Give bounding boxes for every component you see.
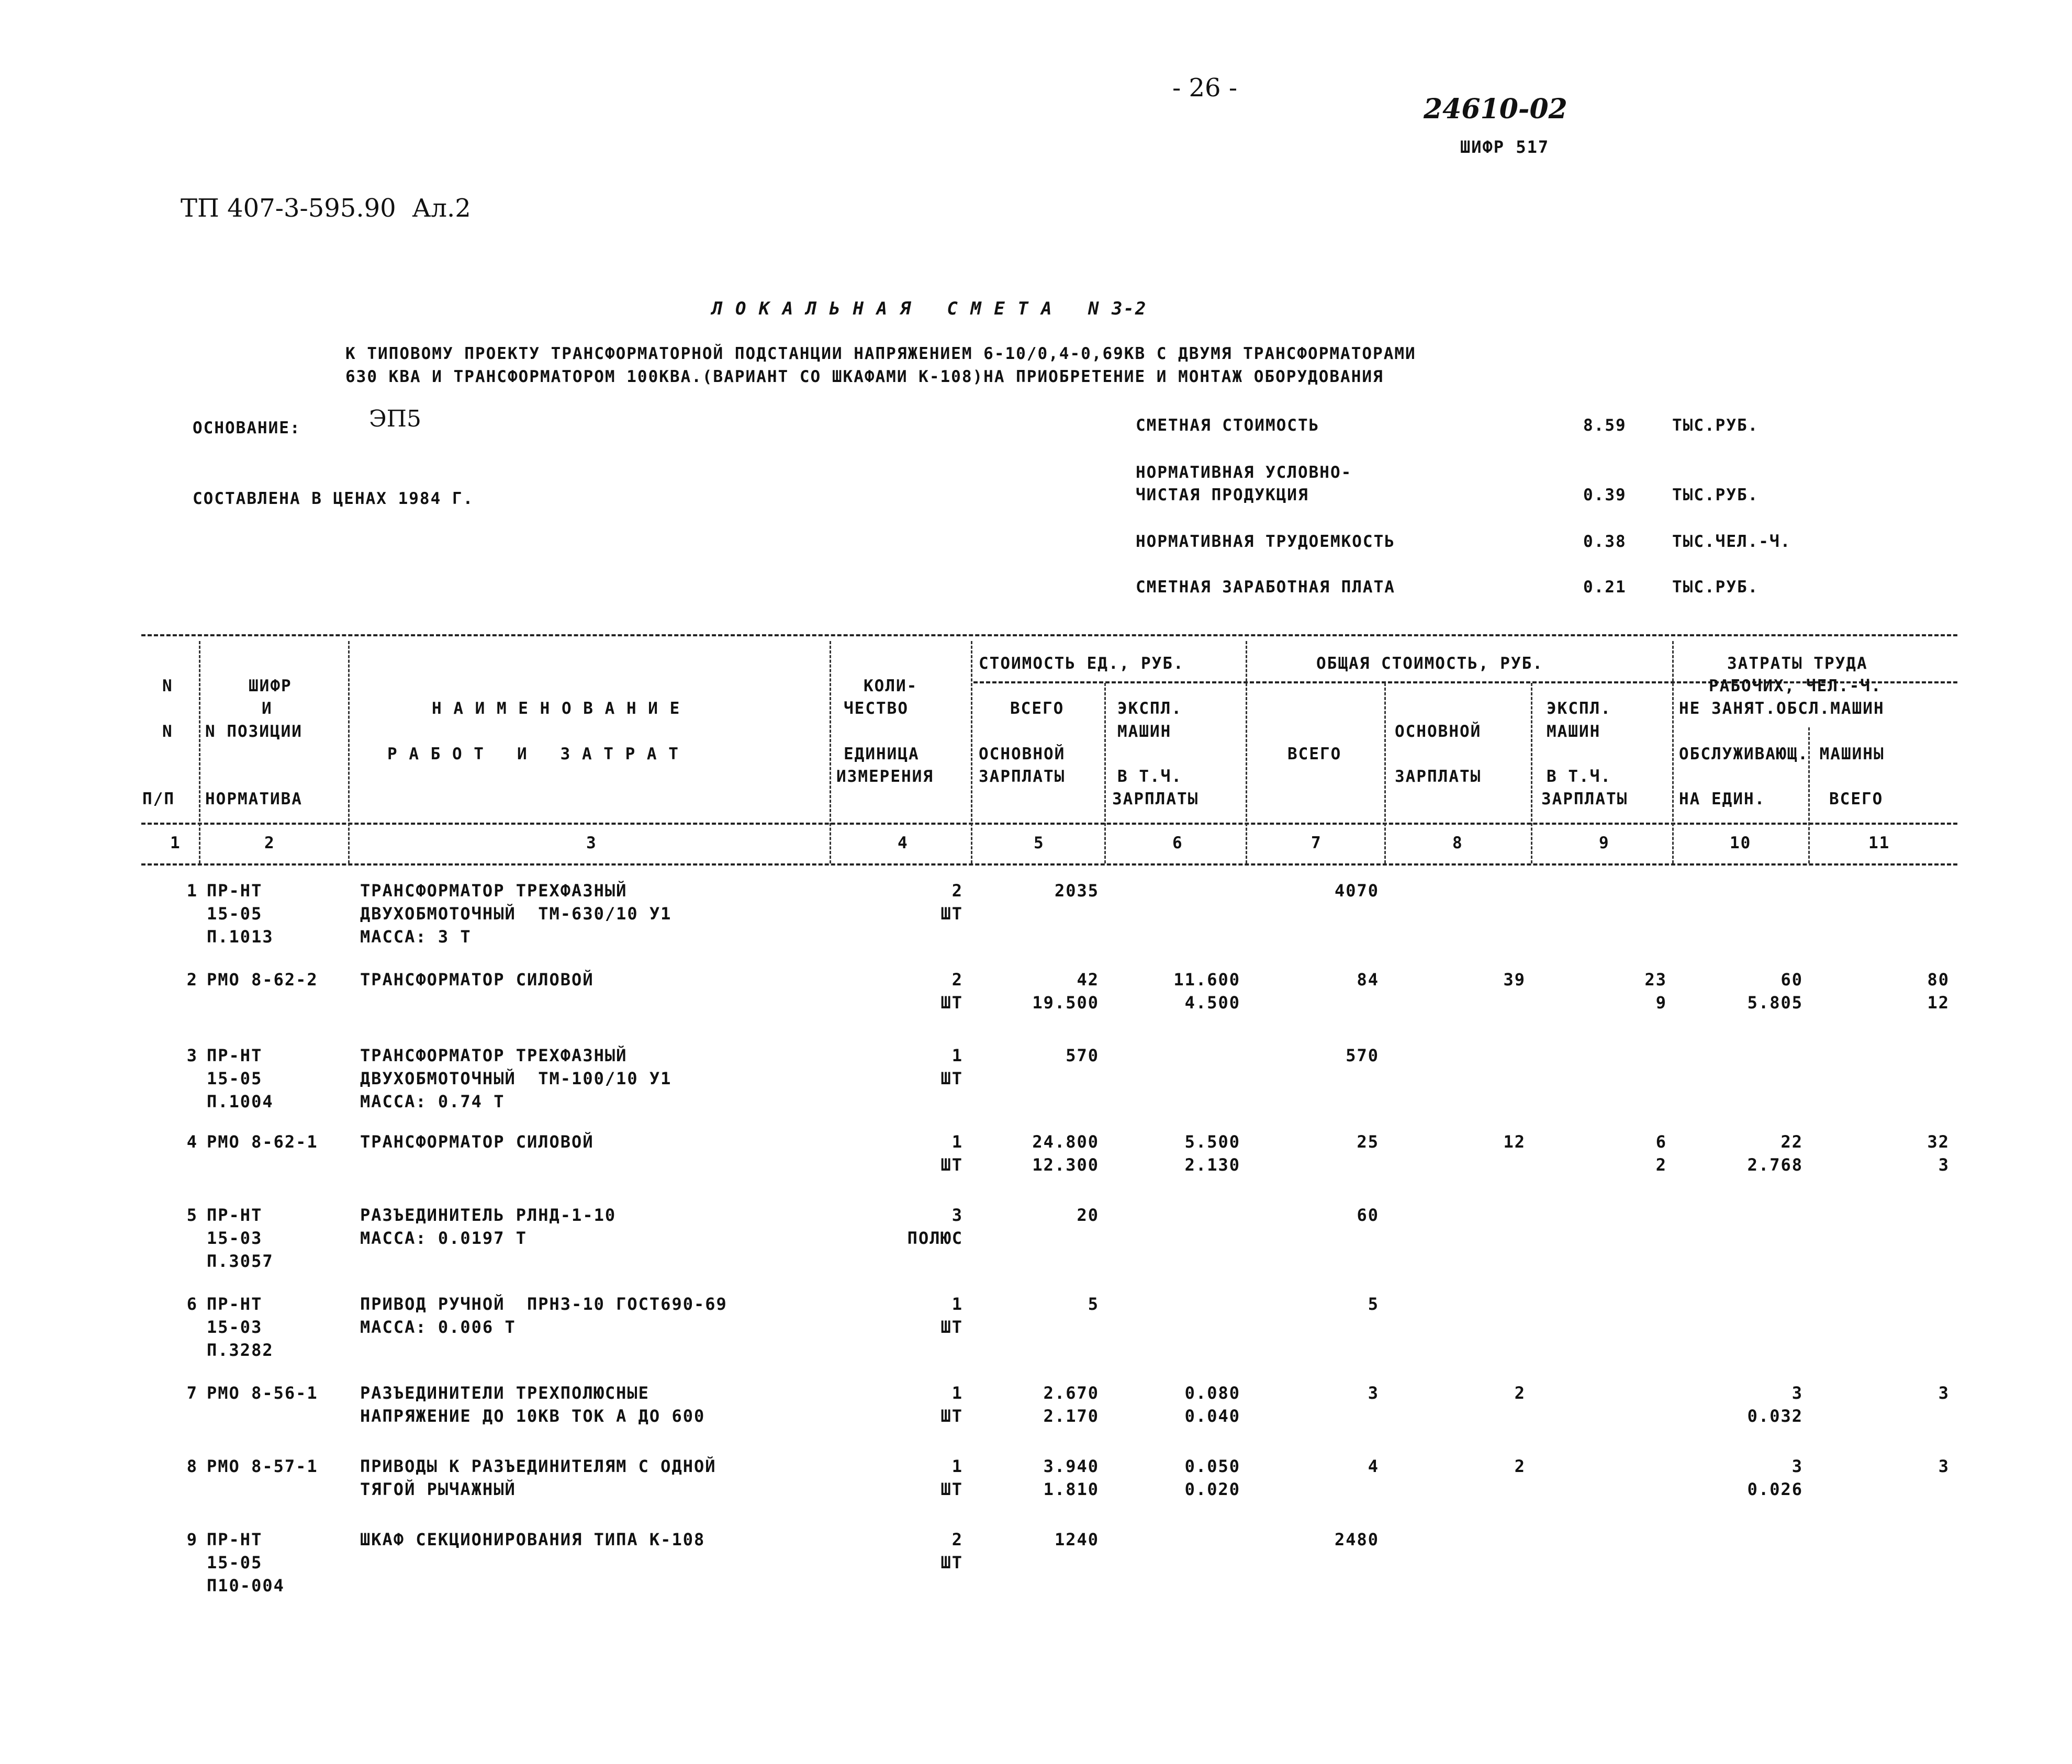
row-unit-total: 1240 — [1054, 1530, 1099, 1549]
row-name: ТЯГОЙ РЫЧАЖНЫЙ — [360, 1479, 516, 1499]
row-total: 84 — [1357, 970, 1379, 990]
prices-year: СОСТАВЛЕНА В ЦЕНАХ 1984 Г. — [193, 489, 474, 508]
row-labor-unit: 3 — [1791, 1383, 1803, 1403]
row-labor-unit: 3 — [1791, 1456, 1803, 1476]
row-number: 3 — [186, 1046, 198, 1065]
row-code: ПР-НТ — [207, 881, 263, 901]
row-number: 1 — [186, 881, 198, 901]
row-code: 15-05 — [207, 1069, 263, 1088]
row-number: 6 — [186, 1294, 198, 1314]
row-name: ДВУХОБМОТОЧНЫЙ ТМ-630/10 У1 — [360, 904, 672, 924]
row-quantity: 1 — [951, 1456, 963, 1476]
row-labor-total: 80 — [1927, 970, 1950, 990]
hdr-c2-b: И — [262, 699, 273, 718]
row-unit: ШТ — [940, 1069, 963, 1088]
row-name: ПРИВОД РУЧНОЙ ПРНЗ-10 ГОСТ690-69 — [360, 1294, 727, 1314]
row-unit: ПОЛЮС — [907, 1228, 963, 1248]
summary-unit-product: ТЫС.РУБ. — [1672, 486, 1759, 504]
row-name: НАПРЯЖЕНИЕ ДО 10КВ ТОК А ДО 600 — [360, 1406, 705, 1426]
col-sep — [1104, 683, 1106, 863]
summary-value-labor: 0.38 — [1583, 532, 1627, 551]
row-name: ПРИВОДЫ К РАЗЪЕДИНИТЕЛЯМ С ОДНОЙ — [360, 1456, 716, 1476]
row-unit: ШТ — [940, 993, 963, 1013]
row-total: 4070 — [1334, 881, 1379, 901]
row-code: 15-05 — [207, 904, 263, 924]
row-labor-total-machine: 12 — [1927, 993, 1950, 1013]
row-number: 2 — [186, 970, 198, 990]
row-quantity: 1 — [951, 1383, 963, 1403]
row-unit-machine-wage: 0.020 — [1184, 1479, 1240, 1499]
row-total-wage: 2 — [1514, 1383, 1526, 1403]
hdr-c8-b: ЗАРПЛАТЫ — [1395, 767, 1482, 786]
row-code: 15-05 — [207, 1553, 263, 1572]
hdr-c6-d: ЗАРПЛАТЫ — [1112, 790, 1199, 808]
row-code: ПР-НТ — [207, 1530, 263, 1549]
colnum: 7 — [1311, 834, 1322, 852]
hdr-c3-b: Р А Б О Т И З А Т Р А Т — [387, 745, 679, 763]
col-sep — [348, 641, 350, 863]
hdr-c2-d: НОРМАТИВА — [205, 790, 303, 808]
row-code: ПР-НТ — [207, 1294, 263, 1314]
hdr-c2-a: ШИФР — [249, 677, 292, 695]
row-unit-machine-wage: 2.130 — [1184, 1155, 1240, 1175]
row-unit-machine: 0.080 — [1184, 1383, 1240, 1403]
row-name: ТРАНСФОРМАТОР ТРЕХФАЗНЫЙ — [360, 1046, 628, 1065]
row-unit-machine-wage: 0.040 — [1184, 1406, 1240, 1426]
colnum: 5 — [1034, 834, 1045, 852]
hdr-c6-c: В Т.Ч. — [1117, 767, 1182, 786]
hdr-c2-c: N ПОЗИЦИИ — [205, 722, 303, 741]
summary-unit-wage: ТЫС.РУБ. — [1672, 578, 1759, 597]
colnum: 6 — [1172, 834, 1183, 852]
summary-label-product-2: ЧИСТАЯ ПРОДУКЦИЯ — [1136, 486, 1309, 504]
col-sep — [1246, 641, 1247, 863]
row-unit-total: 2.670 — [1043, 1383, 1099, 1403]
row-unit-total: 5 — [1088, 1294, 1099, 1314]
basis-label: ОСНОВАНИЕ: — [193, 419, 301, 437]
hdr-c9-a: ЭКСПЛ. — [1547, 699, 1611, 718]
row-labor-unit-machine: 0.032 — [1747, 1406, 1803, 1426]
hdr-c4-c: ЕДИНИЦА — [844, 745, 920, 763]
row-total-wage: 12 — [1503, 1132, 1526, 1152]
row-unit-machine-wage: 4.500 — [1184, 993, 1240, 1013]
hdr-c5-a: ВСЕГО — [1010, 699, 1065, 718]
row-labor-unit-machine: 5.805 — [1747, 993, 1803, 1013]
row-unit-total: 2035 — [1054, 881, 1099, 901]
row-code: П10-004 — [207, 1576, 285, 1596]
col-sep — [1531, 683, 1532, 863]
row-name: РАЗЪЕДИНИТЕЛЬ РЛНД-1-10 — [360, 1205, 617, 1225]
row-quantity: 2 — [951, 881, 963, 901]
table-top-rule — [141, 634, 1957, 636]
summary-value-wage: 0.21 — [1583, 578, 1627, 597]
row-unit-total: 3.940 — [1043, 1456, 1099, 1476]
row-unit: ШТ — [940, 1406, 963, 1426]
row-number: 5 — [186, 1205, 198, 1225]
row-unit: ШТ — [940, 1155, 963, 1175]
hdr-c9-b: МАШИН — [1547, 722, 1601, 741]
row-total-wage: 39 — [1503, 970, 1526, 990]
row-code: П.1004 — [207, 1092, 274, 1111]
row-unit-total: 42 — [1077, 970, 1099, 990]
hdr-c10: НА ЕДИН. — [1679, 790, 1766, 808]
row-code: РМО 8-62-1 — [207, 1132, 318, 1152]
row-name: ТРАНСФОРМАТОР СИЛОВОЙ — [360, 970, 594, 990]
col-sep — [830, 641, 831, 863]
colnum: 11 — [1868, 834, 1890, 852]
hdr-labor-2: РАБОЧИХ, ЧЕЛ.-Ч. — [1709, 677, 1882, 695]
row-labor-total: 3 — [1938, 1383, 1950, 1403]
row-code: П.1013 — [207, 927, 274, 947]
hdr-c6-b: МАШИН — [1117, 722, 1172, 741]
colnum: 1 — [170, 834, 181, 852]
row-number: 8 — [186, 1456, 198, 1476]
row-code: РМО 8-57-1 — [207, 1456, 318, 1476]
row-quantity: 1 — [951, 1046, 963, 1065]
row-number: 4 — [186, 1132, 198, 1152]
summary-label-labor: НОРМАТИВНАЯ ТРУДОЕМКОСТЬ — [1136, 532, 1395, 551]
basis-value: ЭП5 — [369, 406, 422, 432]
row-labor-unit-machine: 0.026 — [1747, 1479, 1803, 1499]
row-name: ШКАФ СЕКЦИОНИРОВАНИЯ ТИПА К-108 — [360, 1530, 705, 1549]
row-quantity: 1 — [951, 1294, 963, 1314]
estimate-subtitle-line1: К ТИПОВОМУ ПРОЕКТУ ТРАНСФОРМАТОРНОЙ ПОДСТАНЦИИ НАПРЯЖЕНИЕМ 6-10/0,4-0,69КВ С ДВУМЯ ТРАНСФОРМАТОРАМИ — [345, 344, 1416, 363]
row-code: РМО 8-56-1 — [207, 1383, 318, 1403]
row-total: 4 — [1368, 1456, 1379, 1476]
colnum: 2 — [264, 834, 275, 852]
row-code: 15-03 — [207, 1317, 263, 1337]
hdr-c5-b: ОСНОВНОЙ — [979, 745, 1066, 763]
row-total: 5 — [1368, 1294, 1379, 1314]
hdr-labor: ЗАТРАТЫ ТРУДА — [1727, 654, 1868, 673]
row-total: 2480 — [1334, 1530, 1379, 1549]
row-total: 570 — [1346, 1046, 1379, 1065]
page-number: - 26 - — [1172, 73, 1238, 103]
row-code: РМО 8-62-2 — [207, 970, 318, 990]
row-total: 3 — [1368, 1383, 1379, 1403]
hdr-c6-a: ЭКСПЛ. — [1117, 699, 1182, 718]
col-sep — [971, 641, 972, 863]
row-total-wage: 2 — [1514, 1456, 1526, 1476]
row-total: 60 — [1357, 1205, 1379, 1225]
row-name: МАССА: 0.006 Т — [360, 1317, 516, 1337]
doc-number: 24610-02 — [1424, 93, 1567, 125]
row-labor-unit: 60 — [1780, 970, 1803, 990]
summary-label-wage: СМЕТНАЯ ЗАРАБОТНАЯ ПЛАТА — [1136, 578, 1395, 597]
row-name: МАССА: 3 Т — [360, 927, 472, 947]
row-unit-wage: 2.170 — [1043, 1406, 1099, 1426]
row-labor-total: 3 — [1938, 1456, 1950, 1476]
row-total-machine-wage: 2 — [1655, 1155, 1667, 1175]
row-name: МАССА: 0.0197 Т — [360, 1228, 527, 1248]
hdr-c8-a: ОСНОВНОЙ — [1395, 722, 1482, 741]
hdr-labor-4: ОБСЛУЖИВАЮЩ. МАШИНЫ — [1679, 745, 1885, 763]
colnum: 3 — [586, 834, 597, 852]
row-unit-machine: 5.500 — [1184, 1132, 1240, 1152]
hdr-c4-a: КОЛИ- — [864, 677, 918, 695]
row-unit-wage: 1.810 — [1043, 1479, 1099, 1499]
row-unit-wage: 19.500 — [1032, 993, 1099, 1013]
estimate-subtitle-line2: 630 КВА И ТРАНСФОРМАТОРОМ 100КВА.(ВАРИАНТ СО ШКАФАМИ К-108)НА ПРИОБРЕТЕНИЕ И МОНТАЖ ОБОРУДОВАНИЯ — [345, 367, 1384, 386]
hdr-total-cost: ОБЩАЯ СТОИМОСТЬ, РУБ. — [1316, 654, 1543, 673]
row-code: ПР-НТ — [207, 1205, 263, 1225]
cipher-label: ШИФР 517 — [1460, 137, 1550, 157]
row-name: ДВУХОБМОТОЧНЫЙ ТМ-100/10 У1 — [360, 1069, 672, 1088]
hdr-c9-d: ЗАРПЛАТЫ — [1541, 790, 1628, 808]
row-unit-total: 20 — [1077, 1205, 1099, 1225]
summary-value-cost: 8.59 — [1583, 416, 1627, 435]
row-labor-unit: 22 — [1780, 1132, 1803, 1152]
row-total-machine: 23 — [1644, 970, 1667, 990]
col-sep — [199, 641, 200, 863]
estimate-title: Л О К А Л Ь Н А Я С М Е Т А N 3-2 — [712, 298, 1147, 319]
row-total: 25 — [1357, 1132, 1379, 1152]
hdr-c11: ВСЕГО — [1829, 790, 1884, 808]
row-number: 9 — [186, 1530, 198, 1549]
row-unit-machine: 0.050 — [1184, 1456, 1240, 1476]
hdr-c1-a: N — [162, 677, 173, 695]
row-code: П.3057 — [207, 1251, 274, 1271]
tp-reference: ТП 407-3-595.90 Ал.2 — [181, 194, 471, 223]
row-labor-unit-machine: 2.768 — [1747, 1155, 1803, 1175]
row-total-machine-wage: 9 — [1655, 993, 1667, 1013]
row-total-machine: 6 — [1655, 1132, 1667, 1152]
hdr-c4-d: ИЗМЕРЕНИЯ — [836, 767, 934, 786]
summary-label-product: НОРМАТИВНАЯ УСЛОВНО- — [1136, 463, 1352, 482]
row-quantity: 3 — [951, 1205, 963, 1225]
row-code: 15-03 — [207, 1228, 263, 1248]
hdr-c7: ВСЕГО — [1287, 745, 1342, 763]
row-unit: ШТ — [940, 904, 963, 924]
colnum: 9 — [1599, 834, 1610, 852]
row-name: МАССА: 0.74 Т — [360, 1092, 505, 1111]
hdr-unit-cost: СТОИМОСТЬ ЕД., РУБ. — [979, 654, 1184, 673]
row-unit-machine: 11.600 — [1173, 970, 1240, 990]
summary-value-product: 0.39 — [1583, 486, 1627, 504]
summary-label-cost: СМЕТНАЯ СТОИМОСТЬ — [1136, 416, 1320, 435]
header-bottom-rule — [141, 823, 1957, 825]
colnum: 4 — [898, 834, 909, 852]
row-labor-total: 32 — [1927, 1132, 1950, 1152]
numbers-bottom-rule — [141, 863, 1957, 866]
hdr-c1-b: N — [162, 722, 173, 741]
hdr-c3-a: Н А И М Е Н О В А Н И Е — [432, 699, 681, 718]
col-sep — [1672, 641, 1674, 863]
row-unit: ШТ — [940, 1553, 963, 1572]
row-unit-total: 24.800 — [1032, 1132, 1099, 1152]
row-quantity: 2 — [951, 970, 963, 990]
row-code: П.3282 — [207, 1340, 274, 1360]
hdr-c9-c: В Т.Ч. — [1547, 767, 1611, 786]
row-quantity: 2 — [951, 1530, 963, 1549]
hdr-labor-3: НЕ ЗАНЯТ.ОБСЛ.МАШИН — [1679, 699, 1885, 718]
row-unit: ШТ — [940, 1479, 963, 1499]
colnum: 8 — [1452, 834, 1463, 852]
summary-unit-cost: ТЫС.РУБ. — [1672, 416, 1759, 435]
row-unit-wage: 12.300 — [1032, 1155, 1099, 1175]
summary-unit-labor: ТЫС.ЧЕЛ.-Ч. — [1672, 532, 1791, 551]
colnum: 10 — [1730, 834, 1752, 852]
col-sep — [1384, 683, 1386, 863]
row-unit-total: 570 — [1066, 1046, 1099, 1065]
hdr-c1-c: П/П — [142, 790, 175, 808]
row-name: ТРАНСФОРМАТОР СИЛОВОЙ — [360, 1132, 594, 1152]
hdr-c5-c: ЗАРПЛАТЫ — [979, 767, 1066, 786]
row-name: ТРАНСФОРМАТОР ТРЕХФАЗНЫЙ — [360, 881, 628, 901]
row-quantity: 1 — [951, 1132, 963, 1152]
row-unit: ШТ — [940, 1317, 963, 1337]
row-name: РАЗЪЕДИНИТЕЛИ ТРЕХПОЛЮСНЫЕ — [360, 1383, 649, 1403]
row-code: ПР-НТ — [207, 1046, 263, 1065]
row-labor-total-machine: 3 — [1938, 1155, 1950, 1175]
hdr-c4-b: ЧЕСТВО — [844, 699, 909, 718]
row-number: 7 — [186, 1383, 198, 1403]
